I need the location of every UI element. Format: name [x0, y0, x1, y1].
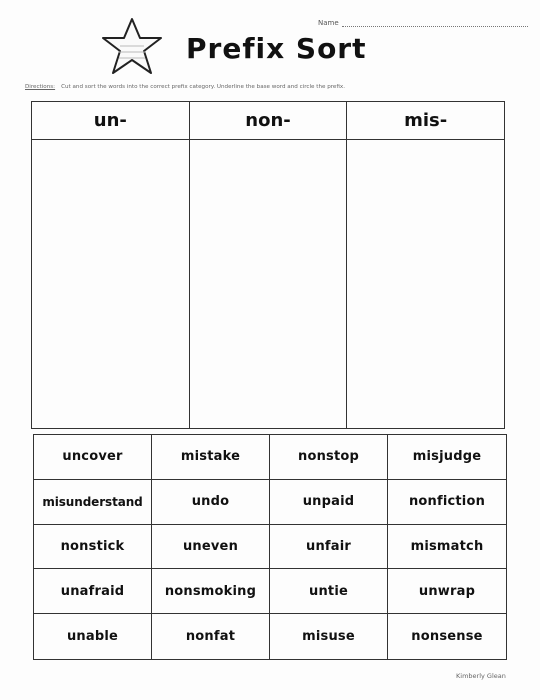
- word-card: unpaid: [270, 480, 388, 525]
- sort-column-area: [32, 140, 189, 428]
- word-card: misjudge: [388, 435, 506, 480]
- sort-column-area: [190, 140, 347, 428]
- directions-lead: Directions:: [25, 84, 56, 90]
- word-card: nonsmoking: [152, 569, 270, 614]
- word-card: unafraid: [34, 569, 152, 614]
- sort-column-header: un-: [32, 102, 189, 140]
- word-card: untie: [270, 569, 388, 614]
- sort-column-header: mis-: [347, 102, 504, 140]
- word-card: mismatch: [388, 525, 506, 570]
- word-card: unwrap: [388, 569, 506, 614]
- word-card: unfair: [270, 525, 388, 570]
- word-card: mistake: [152, 435, 270, 480]
- word-card: uneven: [152, 525, 270, 570]
- word-card: nonstop: [270, 435, 388, 480]
- sort-column-header: non-: [190, 102, 347, 140]
- sort-column-mis: [347, 102, 504, 428]
- name-field: [318, 19, 528, 27]
- sort-column-non: [190, 102, 348, 428]
- directions: [25, 84, 517, 90]
- word-card: nonfiction: [388, 480, 506, 525]
- word-card: misunderstand: [34, 480, 152, 525]
- name-line: [342, 19, 528, 27]
- sort-column-area: [347, 140, 504, 428]
- word-card: uncover: [34, 435, 152, 480]
- word-card: misuse: [270, 614, 388, 659]
- word-card: unable: [34, 614, 152, 659]
- footer-credit: Kimberly Glean: [456, 672, 506, 680]
- page-title: Prefix Sort: [186, 32, 367, 65]
- directions-text: Cut and sort the words into the correct prefix category. Underline the base word and circle the prefix.: [61, 84, 345, 90]
- word-card: nonsense: [411, 629, 483, 645]
- word-card-grid: [33, 434, 507, 660]
- sort-column-un: [32, 102, 190, 428]
- sort-table: [31, 101, 505, 429]
- star-icon: [100, 16, 164, 78]
- word-card: nonstick: [34, 525, 152, 570]
- word-card: nonfat: [152, 614, 270, 659]
- name-label: Name: [318, 19, 339, 27]
- word-card: undo: [152, 480, 270, 525]
